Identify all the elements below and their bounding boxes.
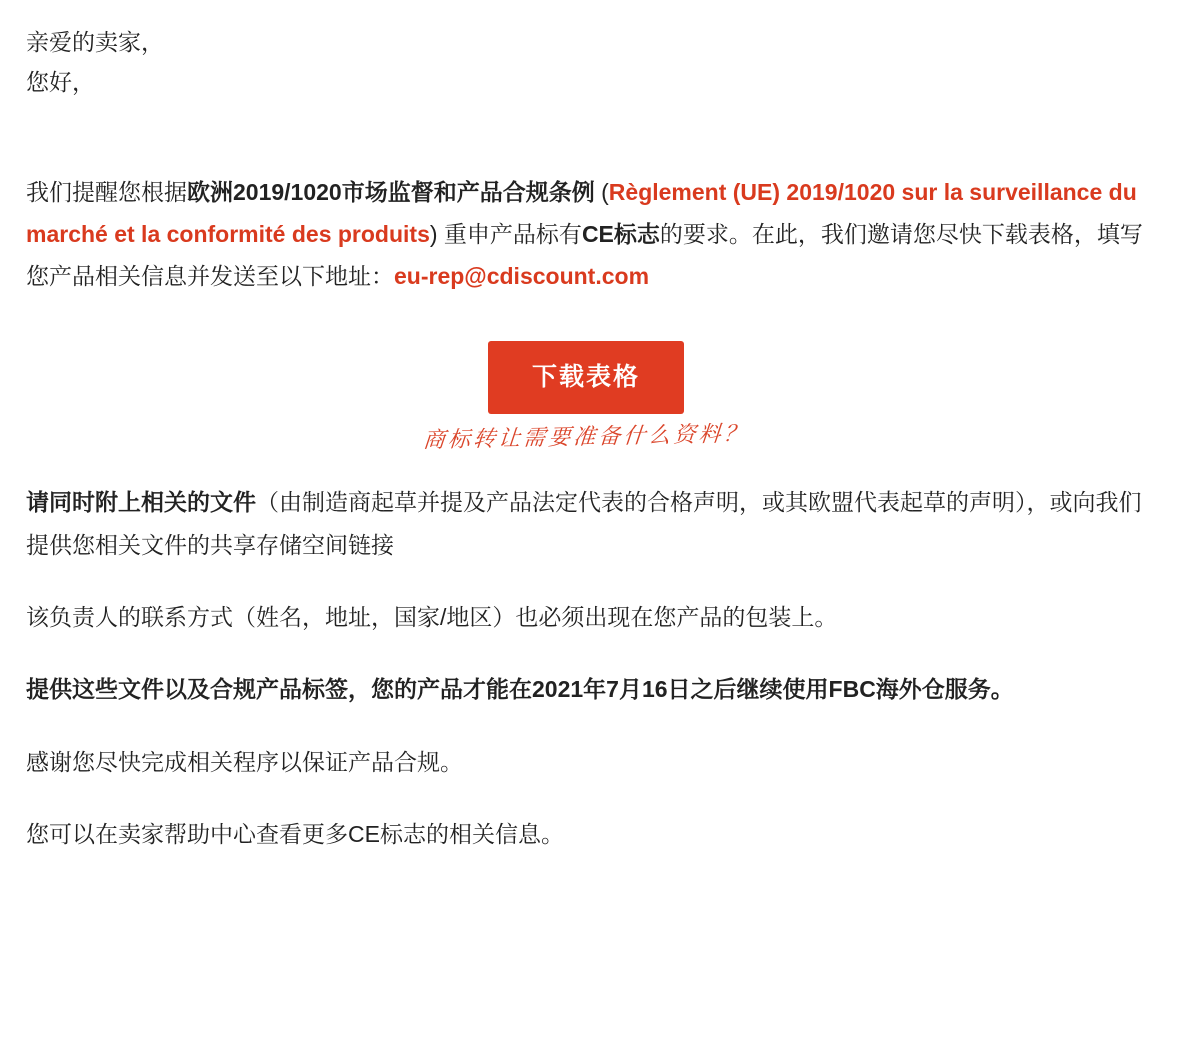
intro-regulation-french: Règlement (UE) 2019/1020 sur la surveillance du marché et la conformité des produits	[26, 178, 1137, 247]
paragraph-contact-info	[26, 596, 1146, 638]
intro-regulation-name: 欧洲2019/1020市场监督和产品合规条例	[187, 178, 595, 205]
download-form-button[interactable]: 下载表格	[488, 341, 684, 414]
paragraph-help-center-rest: 您可以在卖家帮助中心查看更多CE标志的相关信息。	[26, 821, 564, 847]
intro-text-2: (	[594, 178, 609, 205]
paragraph-documents-rest: （由制造商起草并提及产品法定代表的合格声明，或其欧盟代表起草的声明），或向我们提供您相关文件的共享存储空间链接	[26, 489, 1142, 558]
paragraph-thanks-rest: 感谢您尽快完成相关程序以保证产品合规。	[26, 748, 463, 775]
intro-ce-mark: CE标志	[581, 220, 660, 247]
greeting-line-2: 您好，	[26, 69, 95, 96]
paragraph-documents-lead: 请同时附上相关的文件	[26, 489, 256, 516]
paragraph-documents	[26, 481, 1146, 566]
paragraph-contact-info-rest: 该负责人的联系方式（姓名，地址，国家/地区）也必须出现在您产品的包装上。	[26, 604, 838, 631]
intro-paragraph	[26, 171, 1146, 298]
spacer	[26, 103, 1146, 171]
paragraph-thanks	[26, 741, 1146, 783]
intro-text-4: 的要求。在此，我们邀请您尽快下载表格，填写您产品相关信息并发送至以下地址：	[26, 220, 1143, 290]
paragraph-fbc-requirement	[26, 668, 1146, 710]
paragraph-fbc-requirement-lead: 提供这些文件以及合规产品标签，您的产品才能在2021年7月16日之后继续使用FBC海外仓服务。	[26, 676, 1014, 703]
intro-text-3: ) 重申产品标有	[429, 220, 582, 247]
handwritten-annotation: 商标转让需要准备什么资料？	[421, 422, 750, 454]
body-paragraphs	[26, 481, 1146, 855]
paragraph-help-center	[26, 813, 1146, 855]
contact-email-link[interactable]: eu-rep@cdiscount.com	[394, 263, 650, 290]
intro-text-1: 我们提醒您根据	[26, 178, 187, 205]
greeting-line-1: 亲爱的卖家，	[26, 29, 164, 55]
greeting-block	[26, 22, 1146, 103]
download-button-container	[26, 341, 1146, 414]
